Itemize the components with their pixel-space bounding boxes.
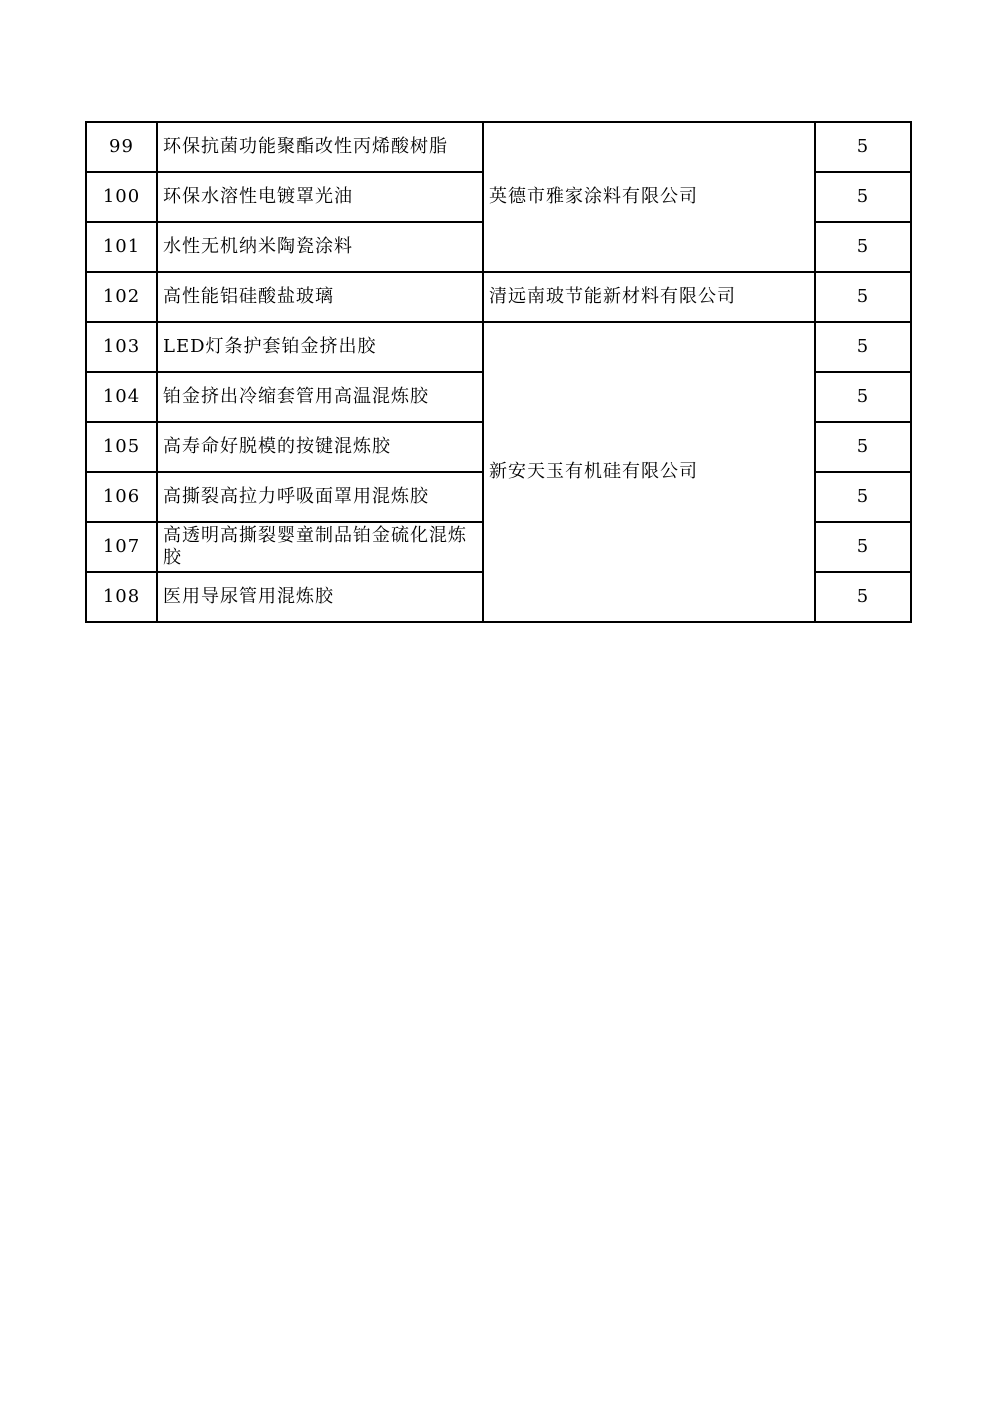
product-name: 铂金挤出冷缩套管用高温混炼胶: [157, 372, 483, 422]
row-number: 107: [86, 522, 157, 572]
row-number: 104: [86, 372, 157, 422]
score: 5: [815, 172, 911, 222]
product-table: [85, 121, 912, 623]
row-number: 103: [86, 322, 157, 372]
company-name: 英德市雅家涂料有限公司: [483, 122, 815, 272]
product-name: 高性能铝硅酸盐玻璃: [157, 272, 483, 322]
score: 5: [815, 522, 911, 572]
product-name: 医用导尿管用混炼胶: [157, 572, 483, 622]
score: 5: [815, 372, 911, 422]
score: 5: [815, 122, 911, 172]
row-number: 106: [86, 472, 157, 522]
product-name: 高透明高撕裂婴童制品铂金硫化混炼胶: [157, 522, 483, 572]
row-number: 102: [86, 272, 157, 322]
score: 5: [815, 572, 911, 622]
score: 5: [815, 422, 911, 472]
product-name: 环保水溶性电镀罩光油: [157, 172, 483, 222]
row-number: 101: [86, 222, 157, 272]
table-row: [86, 272, 911, 322]
product-name: LED灯条护套铂金挤出胶: [157, 322, 483, 372]
score: 5: [815, 272, 911, 322]
product-name: 高撕裂高拉力呼吸面罩用混炼胶: [157, 472, 483, 522]
company-name: 新安天玉有机硅有限公司: [483, 322, 815, 622]
product-name: 高寿命好脱模的按键混炼胶: [157, 422, 483, 472]
score: 5: [815, 322, 911, 372]
row-number: 100: [86, 172, 157, 222]
product-name: 水性无机纳米陶瓷涂料: [157, 222, 483, 272]
row-number: 108: [86, 572, 157, 622]
product-name: 环保抗菌功能聚酯改性丙烯酸树脂: [157, 122, 483, 172]
table-row: [86, 322, 911, 372]
score: 5: [815, 222, 911, 272]
row-number: 99: [86, 122, 157, 172]
company-name: 清远南玻节能新材料有限公司: [483, 272, 815, 322]
score: 5: [815, 472, 911, 522]
row-number: 105: [86, 422, 157, 472]
table-row: [86, 122, 911, 172]
